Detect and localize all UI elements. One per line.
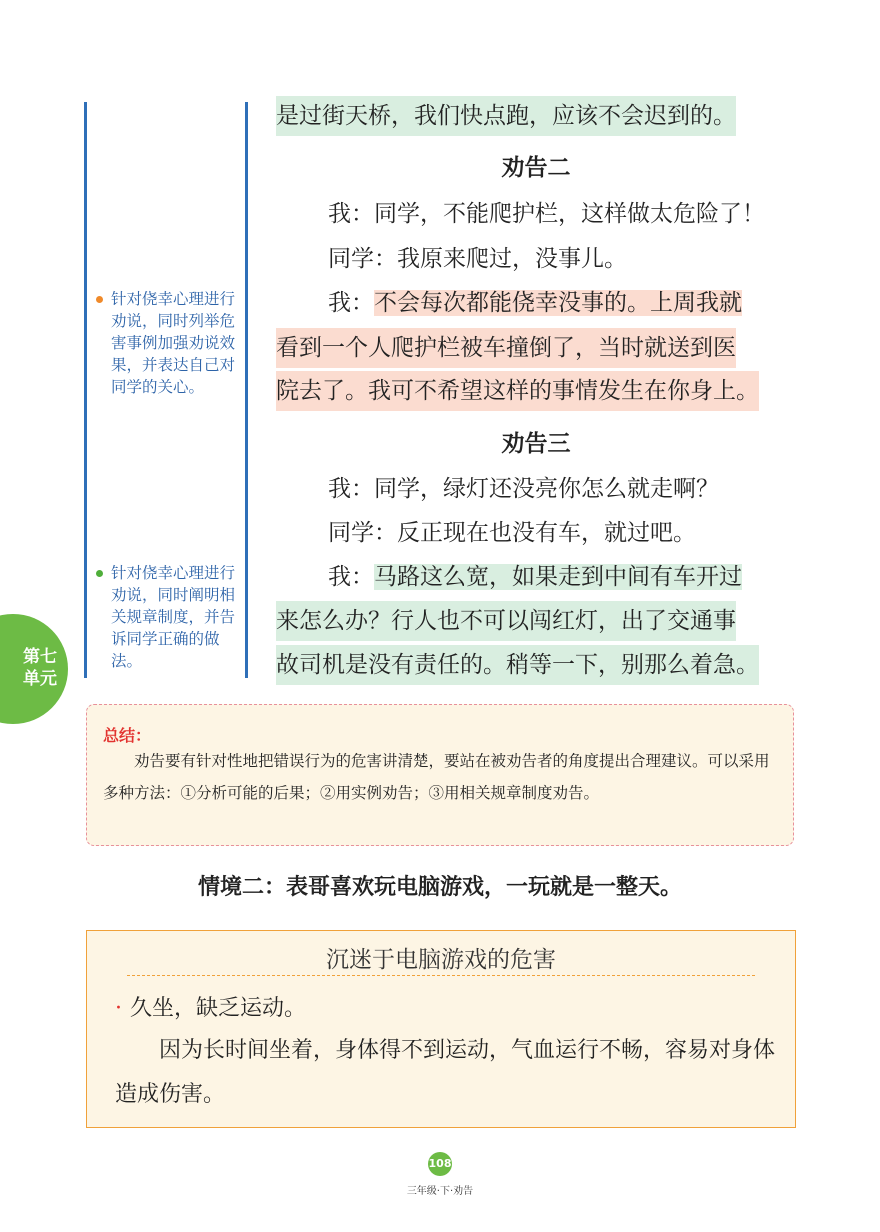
harm-box-title: 沉迷于电脑游戏的危害 (326, 947, 556, 973)
harm-bullet (115, 991, 306, 1022)
footer-text: 三年级·下·劝告 (406, 1186, 474, 1197)
main-line: 看到一个人爬护栏被车撞倒了，当时就送到医 (276, 328, 736, 368)
orange-bullet-icon (96, 296, 103, 303)
main-line: 同学：反正现在也没有车，就过吧。 (328, 520, 696, 546)
summary-box (86, 704, 794, 846)
summary-title: 总结： (103, 726, 152, 745)
main-line: 同学：我原来爬过，没事儿。 (328, 246, 627, 272)
speaker-label: 我： (328, 564, 374, 590)
main-line: 我：同学，绿灯还没亮你怎么就走啊？ (328, 476, 719, 502)
main-line: 我：同学，不能爬护栏，这样做太危险了！ (328, 201, 765, 227)
green-bullet-icon (96, 570, 103, 577)
main-line: 来怎么办？行人也不可以闯红灯，出了交通事 (276, 601, 736, 641)
summary-body: 劝告要有针对性地把错误行为的危害讲清楚，要站在被劝告者的角度提出合理建议。可以采用多种方法：①分析可能的后果；②用实例劝告；③用相关规章制度劝告。 (103, 752, 770, 802)
margin-note-1 (96, 288, 236, 398)
situation-heading: 情境二：表哥喜欢玩电脑游戏，一玩就是一整天。 (197, 875, 682, 900)
main-line: 院去了。我可不希望这样的事情发生在你身上。 (276, 371, 759, 411)
page-number: 108 (428, 1152, 452, 1176)
main-line (328, 283, 742, 323)
red-bullet-icon: · (115, 996, 122, 1021)
harm-box (86, 930, 796, 1128)
margin-rule-right (245, 102, 248, 678)
speaker-label: 我： (328, 290, 374, 316)
highlighted-text: 马路这么宽，如果走到中间有车开过 (374, 564, 742, 590)
unit-tab-line2: 单元 (23, 669, 57, 689)
unit-tab-line1: 第七 (23, 647, 57, 667)
divider (127, 975, 755, 976)
highlighted-text: 不会每次都能侥幸没事的。上周我就 (374, 290, 742, 316)
main-line: 是过街天桥，我们快点跑，应该不会迟到的。 (276, 96, 736, 136)
section-heading-2: 劝告二 (501, 155, 571, 181)
margin-rule-left (84, 102, 87, 678)
harm-bullet-text: 久坐，缺乏运动。 (130, 996, 307, 1021)
margin-note-text: 针对侥幸心理进行劝说，同时列举危害事例加强劝说效果，并表达自己对同学的关心。 (111, 290, 236, 396)
harm-paragraph: 因为长时间坐着，身体得不到运动，气血运行不畅，容易对身体造成伤害。 (115, 1038, 776, 1107)
margin-note-text: 针对侥幸心理进行劝说，同时阐明相关规章制度，并告诉同学正确的做法。 (111, 564, 236, 670)
unit-tab (0, 614, 68, 724)
section-heading-3: 劝告三 (501, 431, 571, 457)
margin-note-2 (96, 562, 236, 672)
main-line (328, 557, 742, 597)
main-line: 故司机是没有责任的。稍等一下，别那么着急。 (276, 645, 759, 685)
